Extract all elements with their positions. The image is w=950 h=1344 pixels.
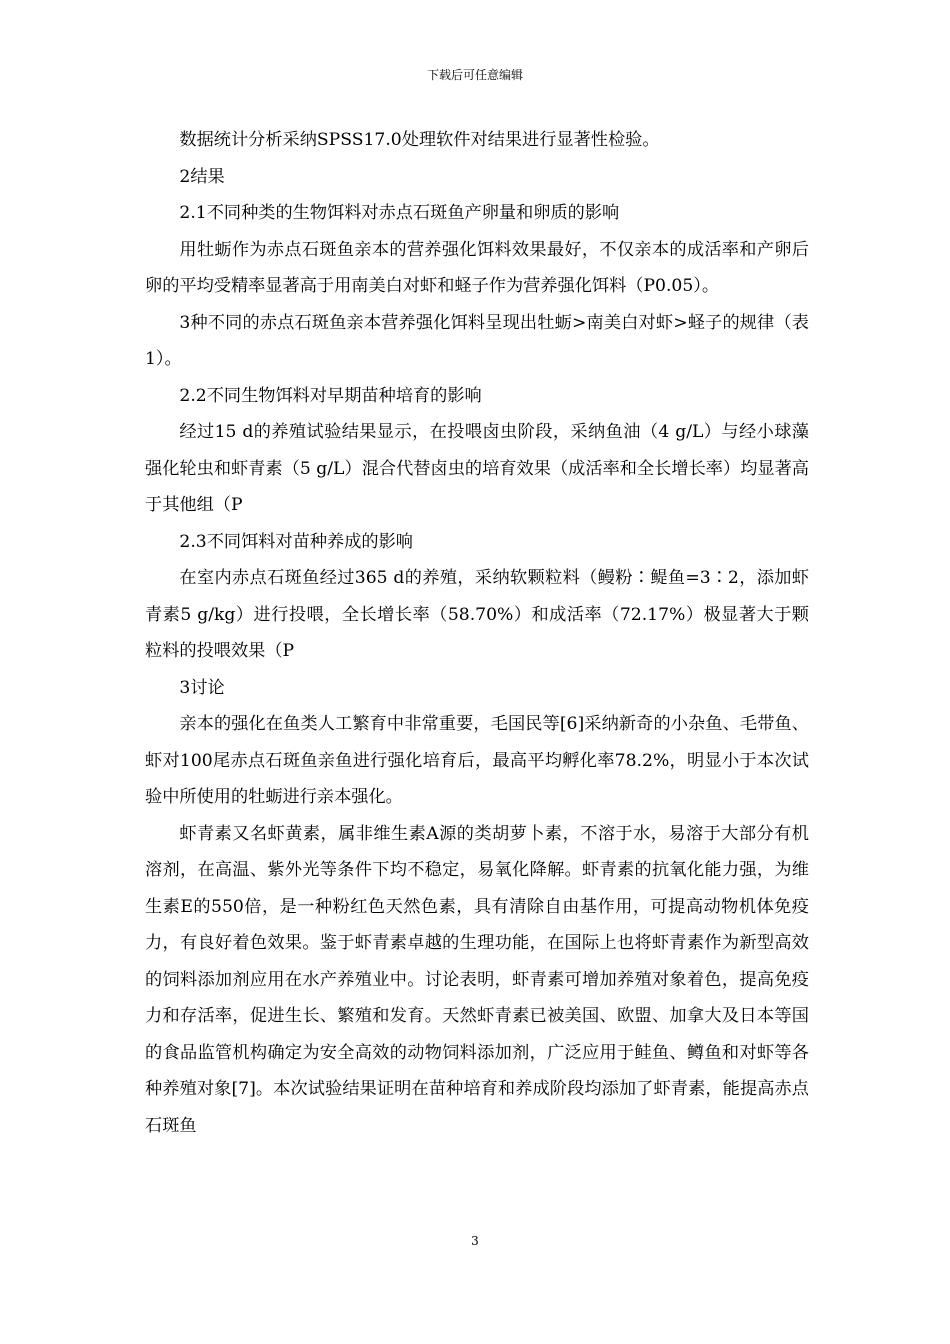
page-header: 下载后可任意编辑 <box>426 68 523 82</box>
paragraph-broodstock: 亲本的强化在鱼类人工繁育中非常重要，毛国民等[6]采纳新奇的小杂鱼、毛带鱼、虾对100尾赤点石斑鱼亲鱼进行强化培育后，最高平均孵化率78.2%，明显小于本次试验中所使用的牡蛎进行亲本强化。 <box>145 714 809 807</box>
paragraph-statistics: 数据统计分析采纳SPSS17.0处理软件对结果进行显著性检验。 <box>179 130 660 150</box>
section-heading-discussion: 3讨论 <box>179 677 225 698</box>
paragraph-feed-ranking: 3种不同的赤点石斑鱼亲本营养强化饵料呈现出牡蛎>南美白对虾>蛏子的规律（表1）。 <box>145 312 809 369</box>
paragraph-astaxanthin: 虾青素又名虾黄素，属非维生素A源的类胡萝卜素，不溶于水，易溶于大部分有机溶剂，在高温、紫外光等条件下均不稳定，易氧化降解。虾青素的抗氧化能力强，为维生素E的550倍，是一种粉红色天然色素，具有清除自由基作用，可提高动物机体免疫力，有良好着色效果。鉴于虾青素卓越的生理功能，在国际上也将虾青素作为新型高效的饲料添加剂应用在水产养殖业中。讨论表明，虾青素可增加养殖对象着色，提高免疫力和存活率，促进生长、繁殖和发育。天然虾青素已被美国、欧盟、加拿大及日本等国的食品监管机构确定为安全高效的动物饲料添加剂，广泛应用于鲑鱼、鳟鱼和对虾等各种养殖对象[7]。本次试验结果证明在苗种培育和养成阶段均添加了虾青素，能提高赤点石斑鱼 <box>145 823 809 1136</box>
paragraph-oyster-feed: 用牡蛎作为赤点石斑鱼亲本的营养强化饵料效果最好，不仅亲本的成活率和产卵后卵的平均受精率显著高于用南美白对虾和蛏子作为营养强化饵料（P0.05）。 <box>145 239 809 296</box>
paragraph-grow-out: 在室内赤点石斑鱼经过365 d的养殖，采纳软颗粒料（鳗粉∶鳀鱼=3∶2，添加虾青素5 g/kg）进行投喂，全长增长率（58.70%）和成活率（72.17%）极显著大于颗粒料的投喂效果（P <box>145 568 809 661</box>
subsection-heading-2-2: 2.2不同生物饵料对早期苗种培育的影响 <box>179 385 482 406</box>
paragraph-early-fry: 经过15 d的养殖试验结果显示，在投喂卤虫阶段，采纳鱼油（4 g/L）与经小球藻强化轮虫和虾青素（5 g/L）混合代替卤虫的培育效果（成活率和全长增长率）均显著高于其他组（P <box>145 422 809 515</box>
subsection-heading-2-3: 2.3不同饵料对苗种养成的影响 <box>179 531 413 552</box>
page-number: 3 <box>471 1234 479 1248</box>
subsection-heading-2-1: 2.1不同种类的生物饵料对赤点石斑鱼产卵量和卵质的影响 <box>179 203 620 223</box>
document-body <box>145 122 809 1144</box>
section-heading-results: 2结果 <box>179 166 225 187</box>
